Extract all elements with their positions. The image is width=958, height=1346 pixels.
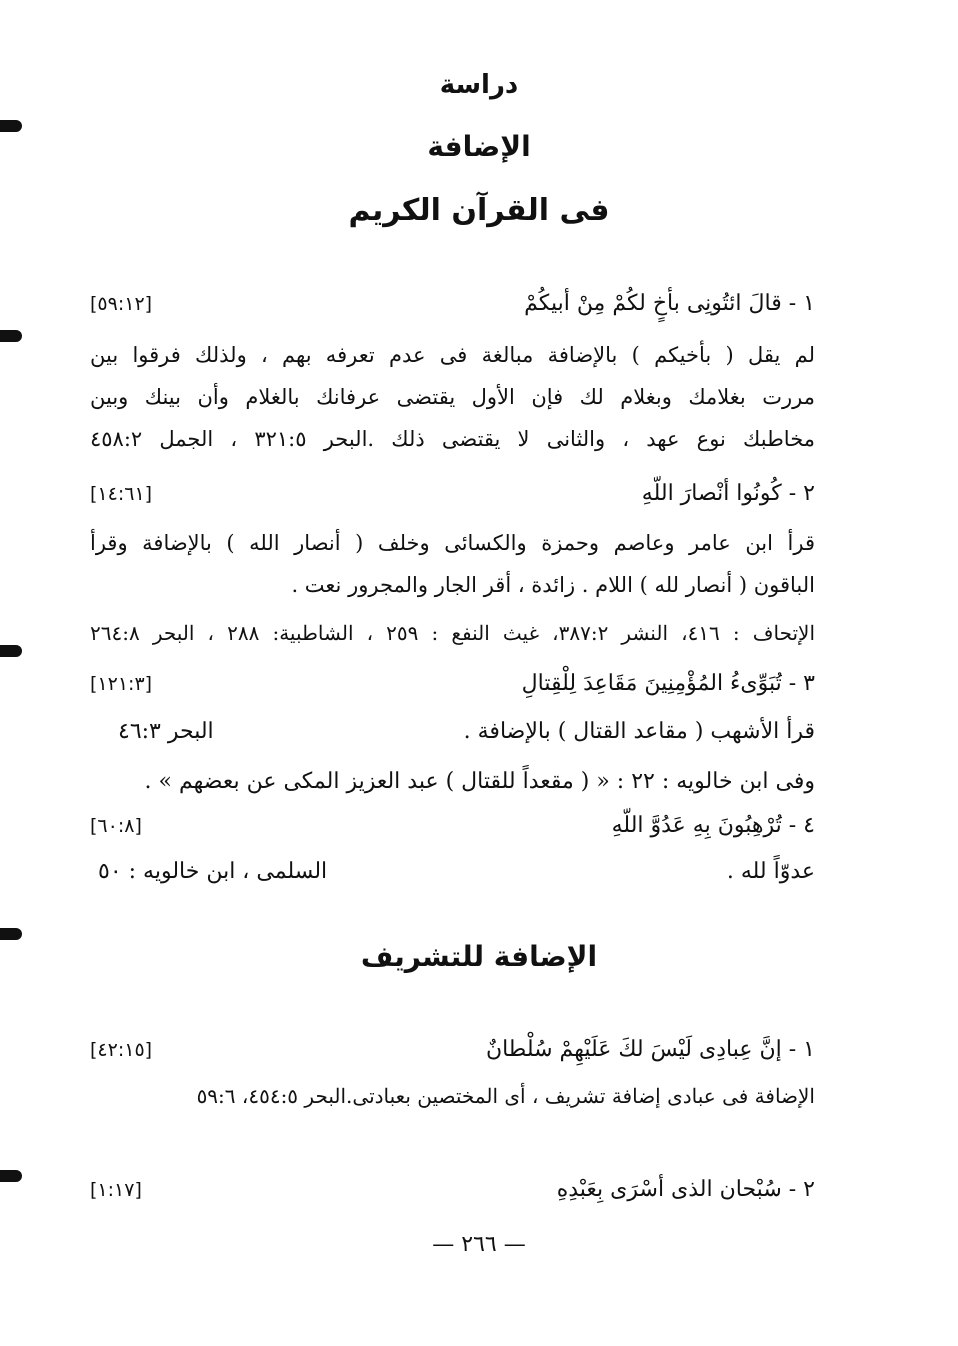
binding-mark: [0, 330, 22, 342]
verse-reference: [١٢١:٣]: [90, 673, 153, 695]
note-source: البحر ٤٦:٣: [118, 719, 214, 744]
section-title: الإضافة للتشريف: [360, 940, 598, 973]
page-title-line-1: دراسة: [439, 70, 519, 100]
commentary-line: مررت بغلامك وبغلام لك فإن الأول يقتضى عرفانك بالغلام وأن بينك وبين: [90, 385, 815, 409]
binding-mark: [0, 928, 22, 940]
commentary-line: مخاطبك نوع عهد ، والثانى لا يقتضى ذلك .البحر ٣٢١:٥ ، الجمل ٤٥٨:٢: [90, 427, 816, 451]
note-text: الإضافة فى عبادى إضافة تشريف ، أى المختصين بعبادتى.البحر ٤٥٤:٥، ٥٩:٦: [196, 1084, 815, 1108]
note-source: السلمى ، ابن خالويه : ٥٠: [98, 859, 328, 884]
verse-reference: [١٤:٦١]: [90, 483, 153, 505]
note-text: وفى ابن خالويه : ٢٢ : « ( مقعداً للقتال ) عبد العزيز المكى عن بعضهم » .: [144, 769, 815, 794]
commentary-line: الباقون ( أنصار لله ) اللام . زائدة ، أقر الجار والمجرور نعت .: [291, 573, 815, 597]
commentary-paragraph: [90, 334, 815, 460]
verse-row: [90, 664, 815, 704]
verse-reference: [٦٠:٨]: [90, 815, 142, 837]
binding-mark: [0, 1170, 22, 1182]
note-row: [90, 712, 815, 752]
verse-row: [90, 806, 815, 846]
verse-text: ١ - إنَّ عِبادِى لَيْسَ لكَ عَلَيْهِمْ سُلْطانٌ: [485, 1037, 815, 1062]
verse-text: ٣ - تُبَوِّىءُ المُؤْمِنِينَ مَقَاعِدَ لِلْقِتالِ: [521, 671, 815, 696]
verse-row: [90, 1170, 815, 1210]
page-number: — ٢٦٦ —: [432, 1232, 526, 1257]
note-row: [90, 762, 815, 802]
binding-mark: [0, 645, 22, 657]
verse-row: [90, 284, 815, 324]
page-title-line-3: فى القرآن الكريم: [348, 193, 610, 228]
verse-row: [90, 1030, 815, 1070]
commentary-line: لم يقل ( بأخيكم ) بالإضافة مبالغة فى عدم تعرفه بهم ، ولذلك فرقوا بين: [90, 343, 815, 367]
commentary-line: قرأ ابن عامر وعاصم وحمزة والكسائى وخلف ( أنصار الله ) بالإضافة وقرأ: [90, 531, 815, 555]
verse-text: ٤ - تُرْهِبُونَ بِهِ عَدُوَّ اللّهِ: [611, 813, 815, 838]
note-row: [90, 852, 815, 892]
verse-text: ٢ - كُونُوا أنْصارَ اللّهِ: [641, 481, 815, 506]
note-row: [90, 1076, 815, 1116]
note-text: عدوّاً لله .: [726, 859, 815, 884]
verse-row: [90, 474, 815, 514]
verse-text: ١ - قالَ ائتُونِى بأخٍ لكُمْ مِنْ أبيكُمْ: [524, 291, 815, 316]
verse-text: ٢ - سُبْحان الذى أسْرَى بِعَبْدِهِ: [556, 1177, 815, 1202]
commentary-line: الإتحاف : ٤١٦، النشر ٣٨٧:٢، غيث النفع : ٢٥٩ ، الشاطبية: ٢٨٨ ، البحر ٢٦٤:٨: [90, 621, 816, 645]
verse-reference: [٥٩:١٢]: [90, 293, 153, 315]
commentary-paragraph: [90, 522, 815, 606]
verse-reference: [١:١٧]: [90, 1179, 142, 1201]
sources-line: [90, 612, 815, 654]
page-title-line-2: الإضافة: [427, 130, 531, 163]
note-text: قرأ الأشهب ( مقاعد القتال ) بالإضافة .: [463, 719, 815, 744]
verse-reference: [٤٢:١٥]: [90, 1039, 153, 1061]
